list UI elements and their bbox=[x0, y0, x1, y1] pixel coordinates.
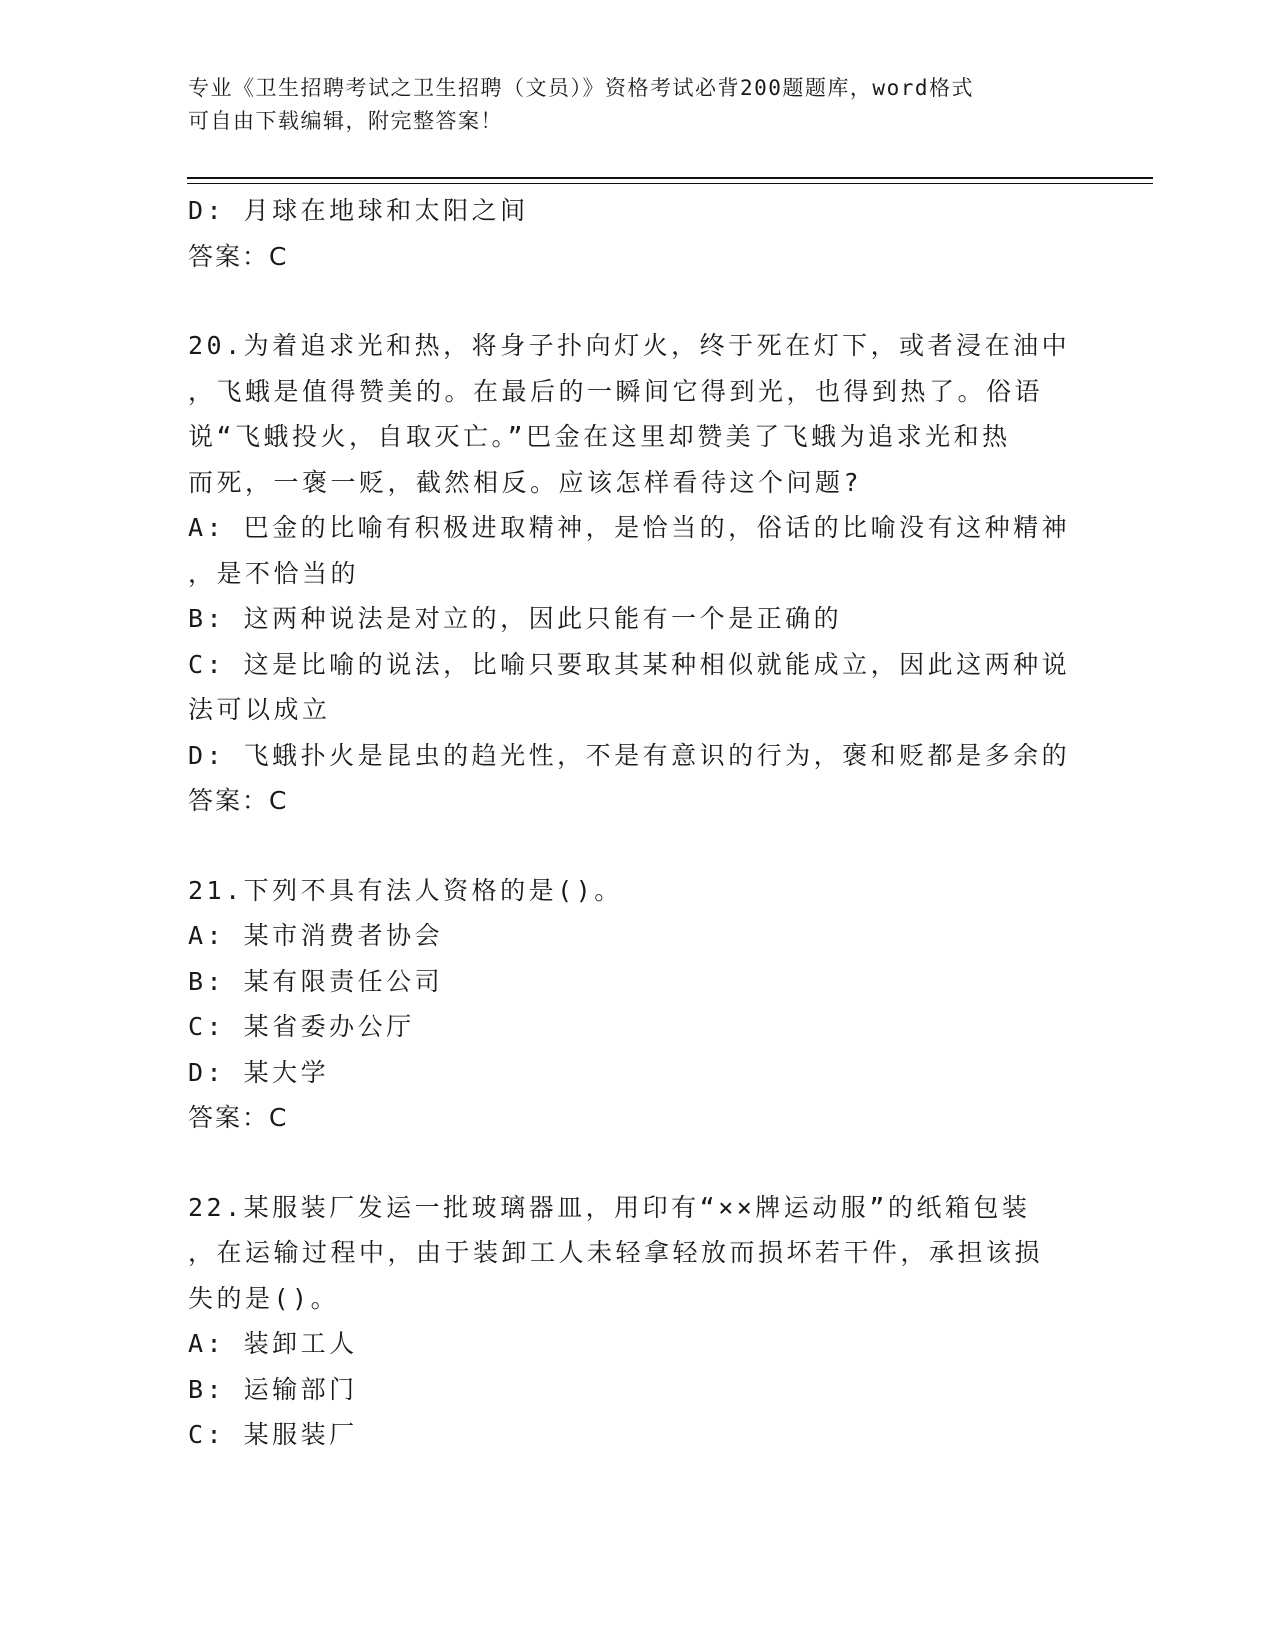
question-stem-line: 而死，一褒一贬，截然相反。应该怎样看待这个问题? bbox=[188, 467, 863, 497]
option-c: C: 某省委办公厅 bbox=[188, 1012, 415, 1041]
option-d: D: 某大学 bbox=[188, 1057, 330, 1087]
question-stem-line: 说“飞蛾投火，自取灭亡。”巴金在这里却赞美了飞蛾为追求光和热 bbox=[188, 422, 1011, 451]
option-a: A: 巴金的比喻有积极进取精神，是恰当的，俗话的比喻没有这种精神 bbox=[188, 513, 1071, 542]
answer: 答案：C bbox=[188, 1103, 289, 1132]
option-c: C: 某服装厂 bbox=[188, 1420, 358, 1449]
option-d: D: 飞蛾扑火是昆虫的趋光性，不是有意识的行为，褒和贬都是多余的 bbox=[188, 740, 1071, 770]
question-stem-line: 失的是()。 bbox=[188, 1283, 340, 1313]
header-line-2: 可自由下载编辑，附完整答案！ bbox=[188, 109, 503, 133]
question-19-tail bbox=[188, 188, 1088, 279]
option-d: D: 月球在地球和太阳之间 bbox=[188, 196, 529, 225]
option-a: A: 装卸工人 bbox=[188, 1329, 358, 1358]
question-22 bbox=[188, 1185, 1088, 1458]
option-b: B: 这两种说法是对立的，因此只能有一个是正确的 bbox=[188, 604, 843, 633]
question-stem-line: ，飞蛾是值得赞美的。在最后的一瞬间它得到光，也得到热了。俗语 bbox=[188, 376, 1044, 406]
option-a-cont: ，是不恰当的 bbox=[188, 558, 360, 588]
answer: 答案：C bbox=[188, 786, 289, 815]
question-stem-line: 20.为着追求光和热，将身子扑向灯火，终于死在灯下，或者浸在油中 bbox=[188, 331, 1071, 360]
header-line-1: 专业《卫生招聘考试之卫生招聘（文员）》资格考试必背200题题库，word格式 bbox=[188, 76, 974, 100]
question-stem-line: 22.某服装厂发运一批玻璃器皿，用印有“××牌运动服”的纸箱包装 bbox=[188, 1192, 1031, 1222]
option-a: A: 某市消费者协会 bbox=[188, 921, 444, 950]
question-stem-line: ，在运输过程中，由于装卸工人未轻拿轻放而损坏若干件，承担该损 bbox=[188, 1238, 1044, 1267]
question-21 bbox=[188, 868, 1088, 1141]
answer: 答案：C bbox=[188, 241, 289, 271]
document-header bbox=[188, 72, 1088, 138]
question-stem-line: 21.下列不具有法人资格的是()。 bbox=[188, 875, 623, 905]
header-divider bbox=[187, 177, 1153, 184]
option-c-cont: 法可以成立 bbox=[188, 695, 331, 724]
question-20 bbox=[188, 323, 1088, 824]
document-body bbox=[188, 188, 1088, 1458]
option-c: C: 这是比喻的说法，比喻只要取其某种相似就能成立，因此这两种说 bbox=[188, 649, 1071, 679]
option-b: B: 某有限责任公司 bbox=[188, 966, 444, 996]
option-b: B: 运输部门 bbox=[188, 1374, 358, 1404]
